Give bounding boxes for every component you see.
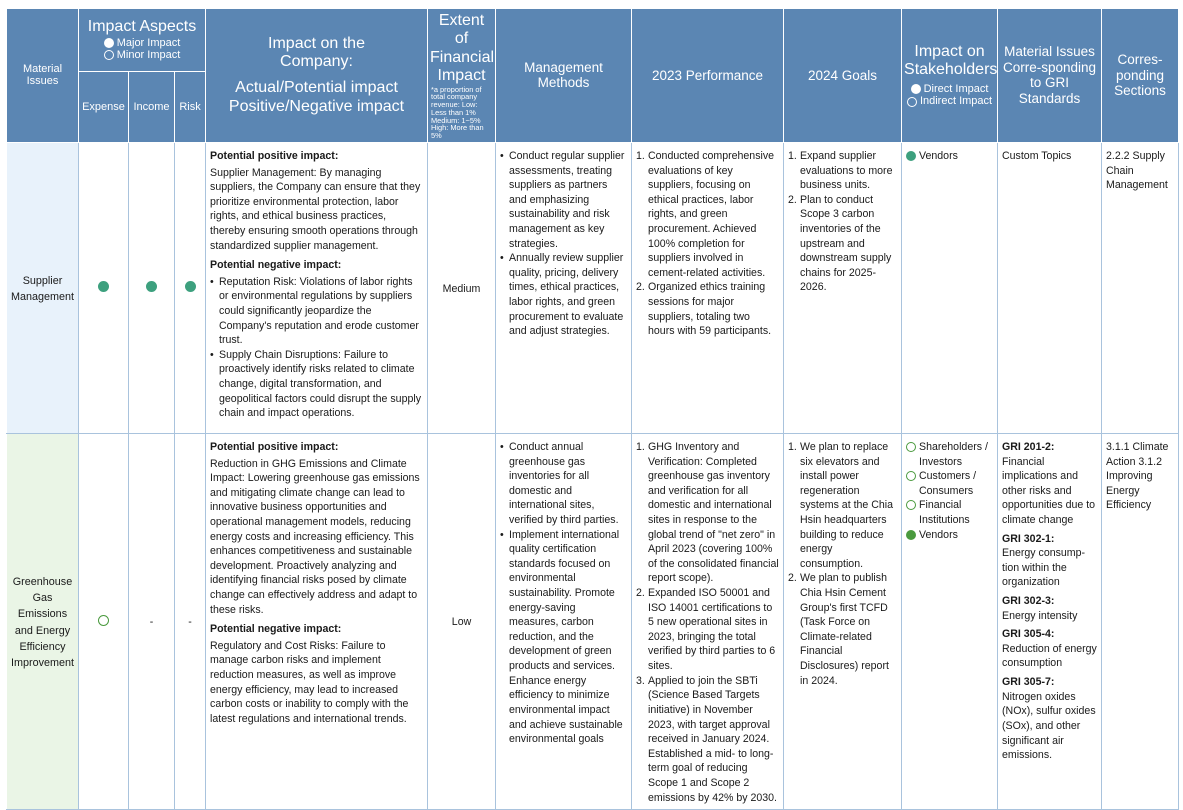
- extent-note: *a proportion of total company revenue: Low: Less than 1% Medium: 1~5% High: More than 5%: [431, 84, 484, 141]
- header-extent: [428, 9, 496, 143]
- extent-cell: Low: [428, 433, 496, 809]
- impact-cell: [206, 433, 428, 809]
- table-row: [7, 433, 1179, 809]
- positive-impact-title: Potential positive impact:: [210, 440, 339, 453]
- header-impact-aspects: [79, 9, 206, 72]
- impact-title: Impact on the Company:: [268, 34, 365, 71]
- negative-impact-title: Potential negative impact:: [210, 259, 342, 272]
- stakeholder-item: Shareholders / Investors: [906, 440, 993, 469]
- risk-cell: -: [175, 433, 206, 809]
- positive-impact-text: Reduction in GHG Emissions and Climate Impact: Lowering greenhouse gas emissions and mitigating climate change can lead to innovative business opportunities and operational management models, reducing energy costs and increasing efficiency. This enhances competitiveness and sustainable development. Proactively analyzing and identifying financial risks posed by climate change can effectively address and adapt to these risks.: [210, 457, 420, 616]
- list-item: • Annually review supplier quality, pricing, delivery times, ethical practices, labor rights, and green procurement to evaluate and adjust strategies.: [500, 251, 627, 339]
- header-stakeholders: [902, 9, 998, 143]
- material-issues-table: [6, 8, 1179, 810]
- gri-code: GRI 302-1:: [1002, 532, 1055, 545]
- gri-cell: Custom Topics: [998, 142, 1102, 433]
- direct-impact-icon: [906, 151, 916, 161]
- table-row: [7, 142, 1179, 433]
- indirect-impact-icon: [906, 471, 916, 481]
- legend-direct-label: Direct Impact: [923, 82, 989, 95]
- negative-impact-list: [210, 275, 423, 421]
- list-item: 1. GHG Inventory and Verification: Completed greenhouse gas inventory and verification for all domestic and international sites in response to the global trend of "net zero" in April 2023 (covering 100% of the consolidated financial report scope).: [636, 440, 779, 585]
- hollow-circle-icon: [104, 50, 114, 60]
- header-2023-performance: 2023 Performance: [632, 9, 784, 143]
- stakeholder-item: Financial Institutions: [906, 498, 993, 527]
- header-material-issues: Material Issues: [7, 9, 79, 143]
- list-item: • Conduct regular supplier assessments, treating suppliers as partners and emphasizing sustainability and risk management as key strategies.: [500, 149, 627, 251]
- legend-indirect-label: Indirect Impact: [919, 95, 993, 108]
- list-item: • Supply Chain Disruptions: Failure to proactively identify risks related to climate change, digital transformation, and geopolitical factors could disrupt the supply chain and impact operations.: [210, 348, 423, 421]
- impact-sub2: Positive/Negative impact: [228, 97, 405, 115]
- header-impact-company: [206, 9, 428, 143]
- goals-cell: [784, 142, 902, 433]
- header-2024-goals: 2024 Goals: [784, 9, 902, 143]
- list-item: 3. Applied to join the SBTi (Science Based Targets initiative) in November 2023, with target approval received in January 2024. Established a mid- to long-term goal of reducing Scope 1 and Scope 2 emissions by 42% by 2030.: [636, 674, 777, 804]
- income-cell: -: [129, 433, 175, 809]
- stakeholders-cell: [902, 142, 998, 433]
- gri-code: GRI 201-2:: [1002, 440, 1055, 453]
- performance-cell: [632, 142, 784, 433]
- impact-sub1: Actual/Potential impact: [235, 79, 398, 97]
- list-item: • Implement international quality certification standards focused on environmental sustainability. Promote energy-saving measures, carbon reduction, and the development of green products and services. Enhance energy efficiency to minimize environmental impact and achieve sustainable environmental goals: [500, 528, 627, 747]
- gri-code: GRI 302-3:: [1002, 595, 1055, 608]
- gri-text: Reduction of energy consumption: [1002, 642, 1097, 670]
- sections-cell: 3.1.1 Climate Action 3.1.2 Improving Energy Efficiency: [1102, 433, 1179, 809]
- gri-text: Nitrogen oxides (NOx), sulfur oxides (SOx), and other significant air emissions.: [1002, 690, 1096, 762]
- major-impact-icon: [98, 281, 109, 292]
- major-impact-icon: [185, 281, 196, 292]
- issue-name: Greenhouse Gas Emissions and Energy Efficiency Improvement: [7, 433, 79, 809]
- negative-impact-text: Regulatory and Cost Risks: Failure to manage carbon risks and implement reduction measures, as well as improve energy efficiency, may lead to increased carbon costs or inability to comply with the latest regulations and international trends.: [210, 639, 409, 725]
- list-item: 2. Plan to conduct Scope 3 carbon inventories of the upstream and downstream supply chains for 2025-2026.: [788, 193, 892, 294]
- positive-impact-text: Supplier Management: By managing suppliers, the Company can ensure that they prioritize environmental protection, labor rights, and ethical business practices, thereby ensuring smooth operations through standardized supplier management.: [210, 166, 421, 252]
- gri-cell: [998, 433, 1102, 809]
- list-item: • Conduct annual greenhouse gas inventories for all domestic and international sites, verified by third parties.: [500, 440, 627, 528]
- major-impact-icon: [146, 281, 157, 292]
- extent-title: Extent of Financial Impact: [430, 12, 495, 85]
- list-item: 2. Organized ethics training sessions for major suppliers, totaling two hours with 59 participants.: [636, 281, 772, 338]
- gri-text: Financial implications and other risks and opportunities due to climate change: [1002, 455, 1096, 526]
- methods-cell: [496, 142, 632, 433]
- list-item: 1. We plan to replace six elevators and install power regeneration systems at the Chia Hsin headquarters building to reduce energy consumption.: [788, 440, 894, 570]
- legend-major-label: Major Impact: [116, 36, 181, 49]
- header-income: Income: [129, 71, 175, 142]
- filled-circle-icon: [911, 84, 921, 94]
- impact-aspects-title: Impact Aspects: [87, 18, 197, 36]
- header-sections: Corres-ponding Sections: [1102, 9, 1179, 143]
- filled-circle-icon: [104, 38, 114, 48]
- hollow-circle-icon: [907, 97, 917, 107]
- goals-cell: [784, 433, 902, 809]
- legend-direct: [904, 83, 995, 96]
- stakeholders-title: Impact on Stakeholders: [904, 42, 998, 79]
- negative-impact-title: Potential negative impact:: [210, 623, 342, 636]
- header-management-methods: Management Methods: [496, 9, 632, 143]
- risk-cell: [175, 142, 206, 433]
- list-item: 2. We plan to publish Chia Hsin Cement Group's first TCFD (Task Force on Climate-related Financial Disclosures) report in 2024.: [788, 572, 889, 687]
- indirect-impact-icon: [906, 442, 916, 452]
- sections-cell: 2.2.2 Supply Chain Management: [1102, 142, 1179, 433]
- stakeholders-cell: [902, 433, 998, 809]
- performance-cell: [632, 433, 784, 809]
- extent-cell: Medium: [428, 142, 496, 433]
- income-cell: [129, 142, 175, 433]
- gri-code: GRI 305-7:: [1002, 676, 1055, 689]
- expense-cell: [79, 142, 129, 433]
- header-gri: Material Issues Corre-sponding to GRI Standards: [998, 9, 1102, 143]
- impact-cell: [206, 142, 428, 433]
- list-item: • Reputation Risk: Violations of labor rights or environmental regulations by suppliers could significantly jeopardize the Company's reputation and erode customer trust.: [210, 275, 423, 348]
- indirect-impact-icon: [906, 500, 916, 510]
- legend-major: [81, 37, 203, 50]
- legend-indirect: [904, 95, 995, 108]
- direct-impact-icon: [906, 530, 916, 540]
- methods-cell: [496, 433, 632, 809]
- gri-text: Energy consump-tion within the organization: [1002, 547, 1086, 589]
- legend-minor: [81, 49, 203, 62]
- issue-name: Supplier Management: [7, 142, 79, 433]
- minor-impact-icon: [98, 615, 109, 626]
- expense-cell: [79, 433, 129, 809]
- stakeholder-item: Customers / Consumers: [906, 469, 993, 498]
- positive-impact-title: Potential positive impact:: [210, 149, 339, 162]
- stakeholder-item: Vendors: [906, 149, 993, 164]
- list-item: 1. Expand supplier evaluations to more business units.: [788, 149, 893, 192]
- legend-minor-label: Minor Impact: [116, 49, 181, 62]
- gri-text: Energy intensity: [1002, 609, 1078, 622]
- stakeholder-item: Vendors: [906, 528, 993, 543]
- list-item: 1. Conducted comprehensive evaluations of key suppliers, focusing on ethical practices, labor rights, and green procurement. Achieved 100% completion for suppliers involved in cement-related activities.: [636, 149, 775, 279]
- header-risk: Risk: [175, 71, 206, 142]
- list-item: 2. Expanded ISO 50001 and ISO 14001 certifications to 5 new operational sites in 2023, bringing the total verified by third parties to 6 sites.: [636, 587, 776, 673]
- gri-code: GRI 305-4:: [1002, 628, 1055, 641]
- header-expense: Expense: [79, 71, 129, 142]
